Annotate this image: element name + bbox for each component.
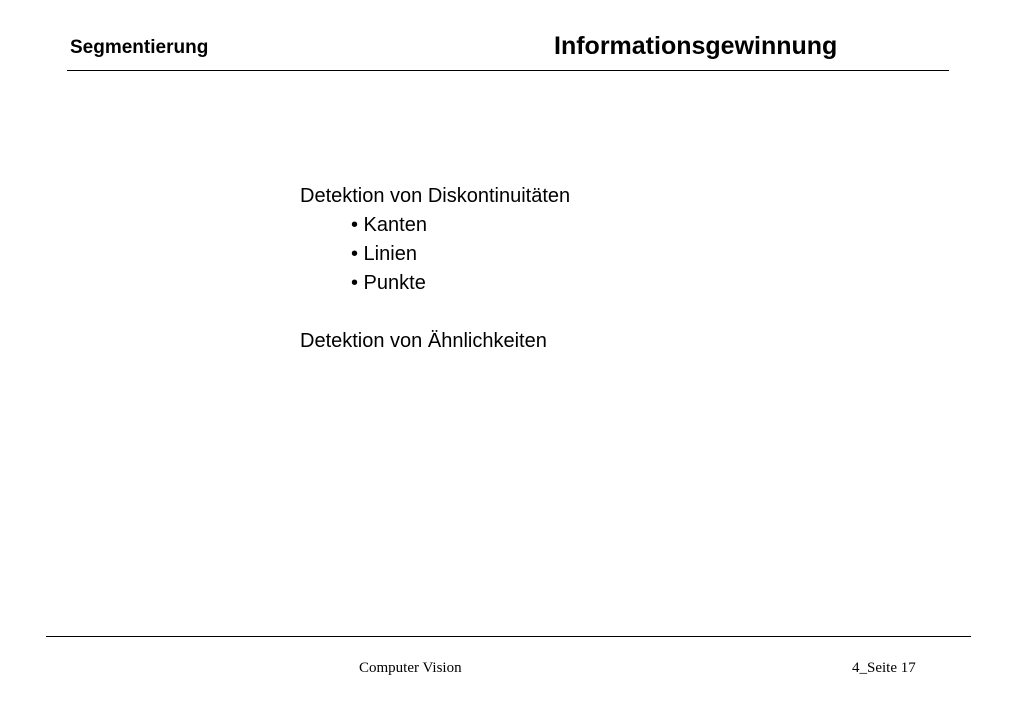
header-divider	[67, 70, 949, 71]
slide-title: Informationsgewinnung	[554, 32, 838, 60]
discontinuity-heading: Detektion von Diskontinuitäten	[300, 185, 571, 207]
list-item: • Punkte	[351, 272, 426, 294]
footer-course: Computer Vision	[359, 660, 462, 676]
list-item: • Kanten	[351, 214, 427, 236]
list-item: • Linien	[351, 243, 417, 265]
discontinuity-list	[300, 211, 570, 298]
footer-page-number: 4_Seite 17	[852, 660, 916, 676]
section-title: Segmentierung	[70, 37, 209, 58]
spacer	[300, 298, 570, 327]
similarity-heading: Detektion von Ähnlichkeiten	[300, 330, 547, 352]
footer-divider	[46, 636, 971, 637]
slide-content	[300, 182, 570, 356]
